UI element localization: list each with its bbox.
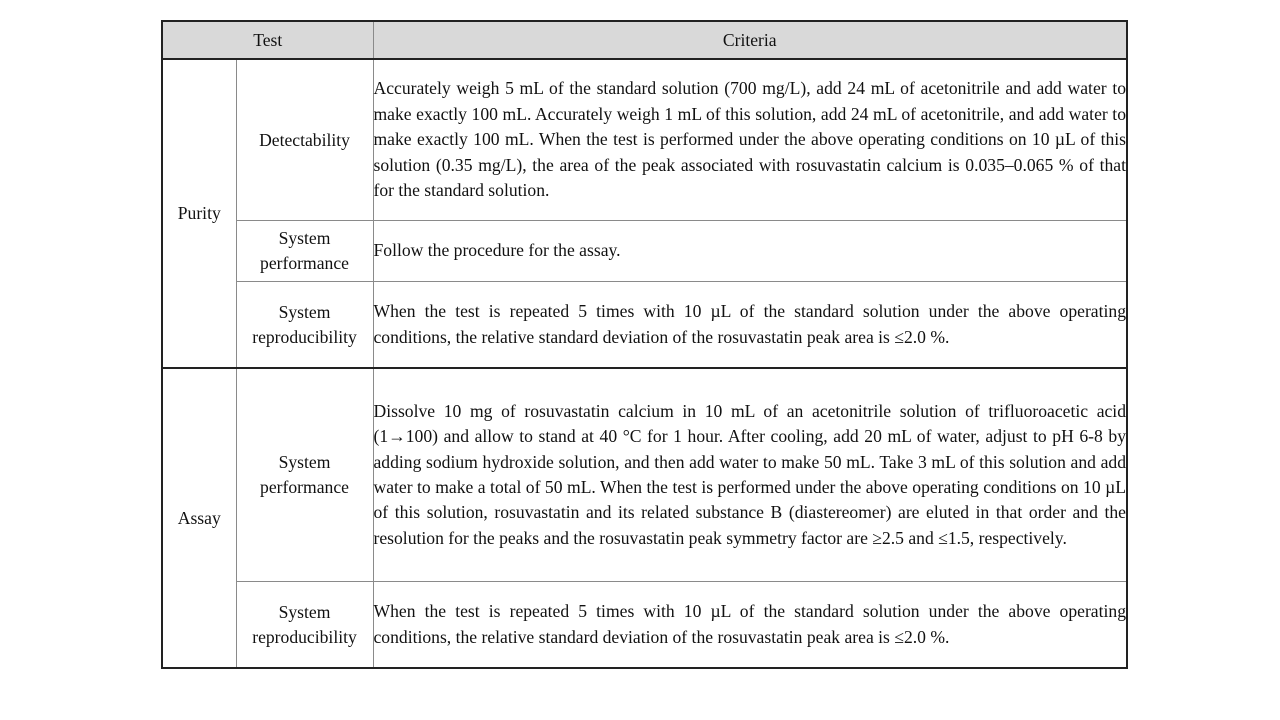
header-criteria: Criteria bbox=[373, 21, 1127, 59]
group-label-purity: Purity bbox=[162, 59, 236, 368]
header-test: Test bbox=[162, 21, 373, 59]
table-row bbox=[162, 282, 1127, 369]
test-name: System reproducibility bbox=[236, 582, 373, 669]
criteria-text: Follow the procedure for the assay. bbox=[373, 221, 1127, 282]
test-name: Detectability bbox=[236, 59, 373, 221]
header-row bbox=[162, 21, 1127, 59]
table-row bbox=[162, 221, 1127, 282]
test-name: System performance bbox=[236, 368, 373, 582]
table-row bbox=[162, 368, 1127, 582]
criteria-text: When the test is repeated 5 times with 10 µL of the standard solution under the above operating conditions, the relative standard deviation of the rosuvastatin peak area is ≤2.0 %. bbox=[373, 282, 1127, 369]
test-name: System performance bbox=[236, 221, 373, 282]
criteria-text: When the test is repeated 5 times with 10 µL of the standard solution under the above operating conditions, the relative standard deviation of the rosuvastatin peak area is ≤2.0 %. bbox=[373, 582, 1127, 669]
criteria-text: Dissolve 10 mg of rosuvastatin calcium in 10 mL of an acetonitrile solution of trifluoroacetic acid (1→100) and allow to stand at 40 °C for 1 hour. After cooling, add 20 mL of water, adjust to pH 6-8 by adding sodium hydroxide solution, and then add water to make 50 mL. Take 3 mL of this solution and add water to make a total of 50 mL. When the test is performed under the above operating conditions on 10 µL of this solution, rosuvastatin and its related substance B (diastereomer) are eluted in that order and the resolution for the peaks and the rosuvastatin peak symmetry factor are ≥2.5 and ≤1.5, respectively. bbox=[373, 368, 1127, 582]
table-row bbox=[162, 59, 1127, 221]
group-label-assay: Assay bbox=[162, 368, 236, 668]
criteria-text: Accurately weigh 5 mL of the standard solution (700 mg/L), add 24 mL of acetonitrile and add water to make exactly 100 mL. Accurately weigh 1 mL of this solution, add 24 mL of acetonitrile, and add water to make exactly 100 mL. When the test is performed under the above operating conditions on 10 µL of this solution (0.35 mg/L), the area of the peak associated with rosuvastatin calcium is 0.035–0.065 % of that for the standard solution. bbox=[373, 59, 1127, 221]
criteria-table bbox=[161, 20, 1128, 669]
table-row bbox=[162, 582, 1127, 669]
test-name: System reproducibility bbox=[236, 282, 373, 369]
